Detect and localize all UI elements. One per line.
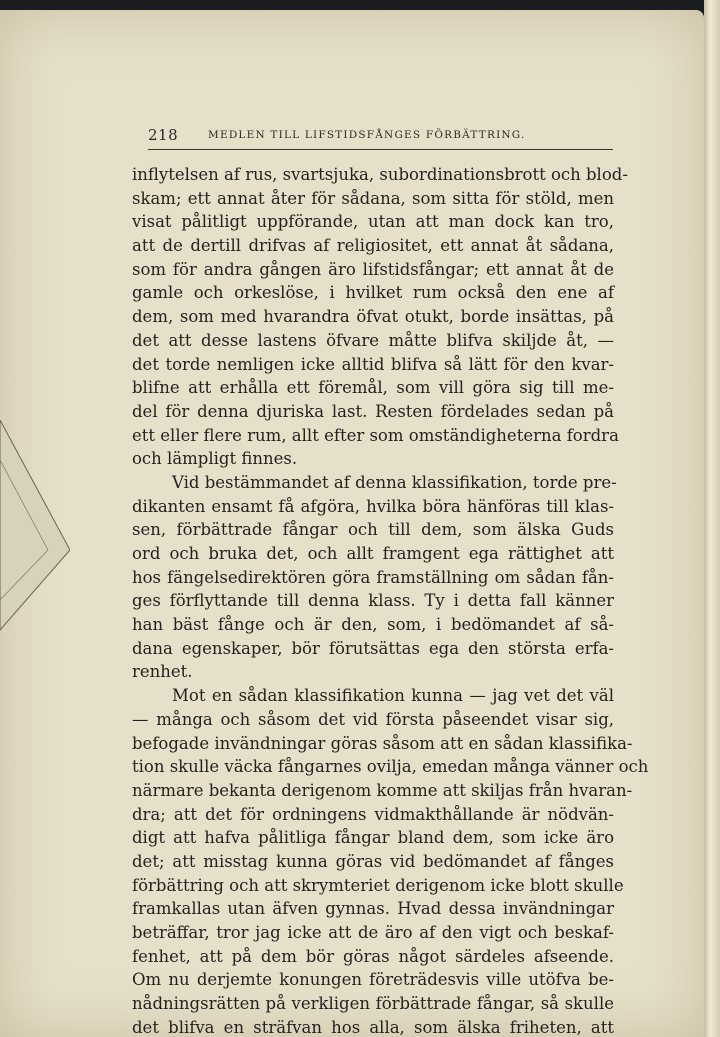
text-line: ges förflyttande till denna klass. Ty i detta fall känner <box>132 591 614 611</box>
text-line: dra; att det för ordningens vidmakthållande är nödvän- <box>132 804 614 824</box>
text-line: det; att misstag kunna göras vid bedömandet af fånges <box>132 851 614 871</box>
page-number: 218 <box>148 126 179 144</box>
text-line: förbättring och att skrymteriet derigenom icke blott skulle <box>132 875 624 895</box>
text-line: hos fängelsedirektören göra framställning om sådan fån- <box>132 567 614 587</box>
text-line: Vid bestämmandet af denna klassifikation, torde pre- <box>172 472 617 492</box>
text-line: gamle och orkeslöse, i hvilket rum också den ene af <box>132 283 614 303</box>
text-line: blifne att erhålla ett föremål, som vill göra sig till me- <box>132 378 614 398</box>
folded-page-corner <box>0 420 70 640</box>
text-line: närmare bekanta derigenom komme att skiljas från hvaran- <box>132 780 633 800</box>
text-line: som för andra gången äro lifstidsfångar; ett annat åt de <box>132 259 614 279</box>
text-line: dikanten ensamt få afgöra, hvilka böra hänföras till klas- <box>132 496 614 516</box>
text-line: renhet. <box>132 662 193 682</box>
text-line: befogade invändningar göras såsom att en sådan klassifika- <box>132 733 633 753</box>
text-line: Mot en sådan klassifikation kunna — jag vet det väl <box>172 686 614 706</box>
text-line: visat pålitligt uppförande, utan att man dock kan tro, <box>132 212 614 232</box>
fold-shape <box>0 420 70 640</box>
text-line: framkallas utan äfven gynnas. Hvad dessa invändningar <box>132 899 614 919</box>
body-text <box>132 163 649 1037</box>
text-line: dem, som med hvarandra öfvat otukt, borde insättas, på <box>132 307 614 327</box>
book-page <box>0 10 704 1037</box>
text-line: digt att hafva pålitliga fångar bland dem, som icke äro <box>132 828 614 848</box>
running-head: MEDLEN TILL LIFSTIDSFÅNGES FÖRBÄTTRING. <box>208 129 526 141</box>
text-line: Om nu derjemte konungen företrädesvis ville utöfva be- <box>132 970 614 990</box>
page-edge <box>704 0 720 1037</box>
text-line: nådningsrätten på verkligen förbättrade fångar, så skulle <box>132 994 614 1014</box>
page-header <box>148 126 618 148</box>
text-line: beträffar, tror jag icke att de äro af den vigt och beskaf- <box>132 923 614 942</box>
text-line: sen, förbättrade fångar och till dem, som älska Guds <box>132 520 614 540</box>
text-line: fenhet, att på dem bör göras något särdeles afseende. <box>132 946 614 966</box>
text-line: det att desse lastens öfvare måtte blifva skiljde åt, — <box>132 330 614 350</box>
text-line: att de dertill drifvas af religiositet, ett annat åt sådana, <box>132 236 614 256</box>
text-line: dana egenskaper, bör förutsättas ega den största erfa- <box>132 638 614 658</box>
text-line: ord och bruka det, och allt framgent ega rättighet att <box>132 544 614 563</box>
text-line: skam; ett annat åter för sådana, som sitta för stöld, men <box>132 188 614 208</box>
text-line: det blifva en sträfvan hos alla, som älska friheten, att <box>132 1017 614 1037</box>
text-line: del för denna djuriska last. Resten fördelades sedan på <box>132 401 614 421</box>
header-rule <box>148 149 613 150</box>
text-line: tion skulle väcka fångarnes ovilja, emedan många vänner och <box>132 757 649 777</box>
text-line: inflytelsen af rus, svartsjuka, subordinationsbrott och blod- <box>132 165 628 184</box>
text-line: han bäst fånge och är den, som, i bedömandet af så- <box>132 615 614 635</box>
text-line: ett eller flere rum, allt efter som omständigheterna fordra <box>132 425 619 445</box>
text-line: det torde nemligen icke alltid blifva så lätt för den kvar- <box>132 354 614 374</box>
text-line: och lämpligt finnes. <box>132 449 298 469</box>
text-line: — många och såsom det vid första påseendet visar sig, <box>132 709 614 729</box>
